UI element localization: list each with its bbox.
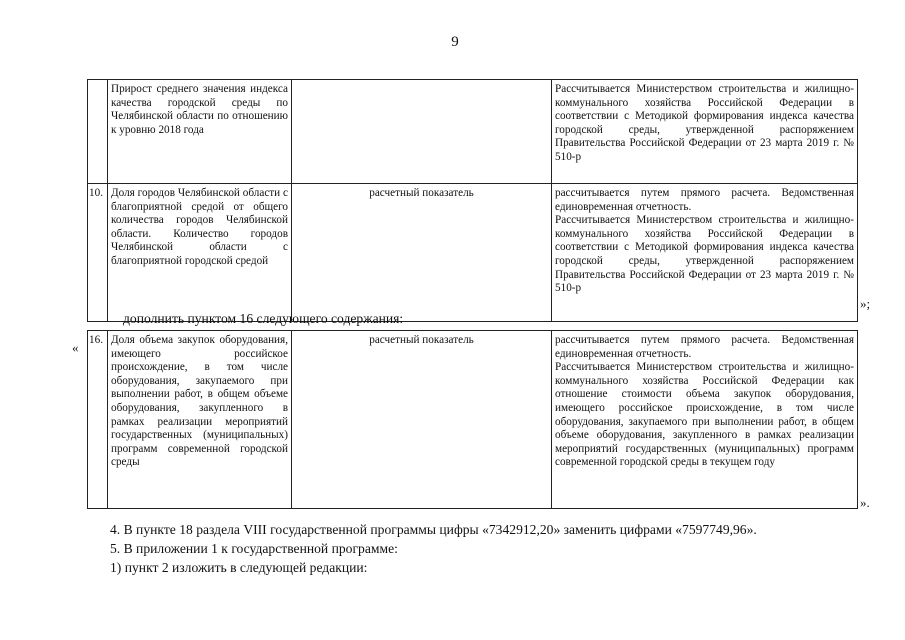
paragraph-4: 4. В пункте 18 раздела VIII государственной программы цифры «7342912,20» заменить цифрами «7597749,96». (110, 522, 757, 537)
indicators-table-top (87, 79, 858, 322)
row-number-cell (88, 80, 108, 184)
calculation-method-cell (292, 80, 552, 184)
paragraph-5: 5. В приложении 1 к государственной программе: (110, 541, 398, 556)
data-source-cell (552, 184, 858, 322)
data-source-line-2: Рассчитывается Министерством строительства и жилищно-коммунального хозяйства Российской Федерации в соответствии с Методикой формирования индекса качества городской среды, утвержденной распоряжением Правительства Российской Федерации от 23 марта 2019 г. № 510-р (555, 214, 854, 295)
closing-quote-mark: ». (860, 495, 870, 510)
indicator-name-cell: Доля городов Челябинской области с благоприятной средой от общего количества городов Челябинской области. Количество городов Челябинской области с благоприятной городской средой (108, 184, 292, 322)
opening-quote-mark: « (72, 340, 79, 355)
paragraph-5-1: 1) пункт 2 изложить в следующей редакции: (110, 560, 368, 575)
calculation-method-cell: расчетный показатель (292, 184, 552, 322)
data-source-line-1: рассчитывается путем прямого расчета. Ведомственная единовременная отчетность. (555, 334, 854, 360)
data-source-line-1: рассчитывается путем прямого расчета. Ведомственная единовременная отчетность. (555, 187, 854, 213)
indicator-name-cell: Доля объема закупок оборудования, имеющего российское происхождение, в том числе оборудования, закупаемого при выполнении работ, в общем объеме оборудования, закупленного в рамках реализации мероприятий государственных (муниципальных) программ современной городской среды (108, 331, 292, 509)
indicators-table-new (87, 330, 858, 509)
data-source-line-2: Рассчитывается Министерством строительства и жилищно-коммунального хозяйства Российской Федерации как отношение стоимости объема закупок оборудования, имеющего российское происхождение, в том числе оборудования, закупаемого при выполнении работ, в общем объеме оборудования, закупленного в рамках реализации мероприятий государственных (муниципальных) программ современной городской среды в текущем году (555, 361, 854, 469)
intro-text: дополнить пунктом 16 следующего содержания: (123, 311, 404, 326)
data-source-cell (552, 331, 858, 509)
row-number-cell: 16. (88, 331, 108, 509)
closing-quote-mark: »; (860, 296, 871, 311)
table-row-continued (88, 80, 858, 184)
row-number-cell: 10. (88, 184, 108, 322)
table-row-16 (88, 331, 858, 509)
table-row-10 (88, 184, 858, 322)
data-source-cell: Рассчитывается Министерством строительства и жилищно-коммунального хозяйства Российской Федерации в соответствии с Методикой формирования индекса качества городской среды, утвержденной распоряжением Правительства Российской Федерации от 23 марта 2019 г. № 510-р (552, 80, 858, 184)
calculation-method-cell: расчетный показатель (292, 331, 552, 509)
page-number: 9 (451, 34, 459, 50)
indicator-name-cell: Прирост среднего значения индекса качества городской среды по Челябинской области по отношению к уровню 2018 года (108, 80, 292, 184)
